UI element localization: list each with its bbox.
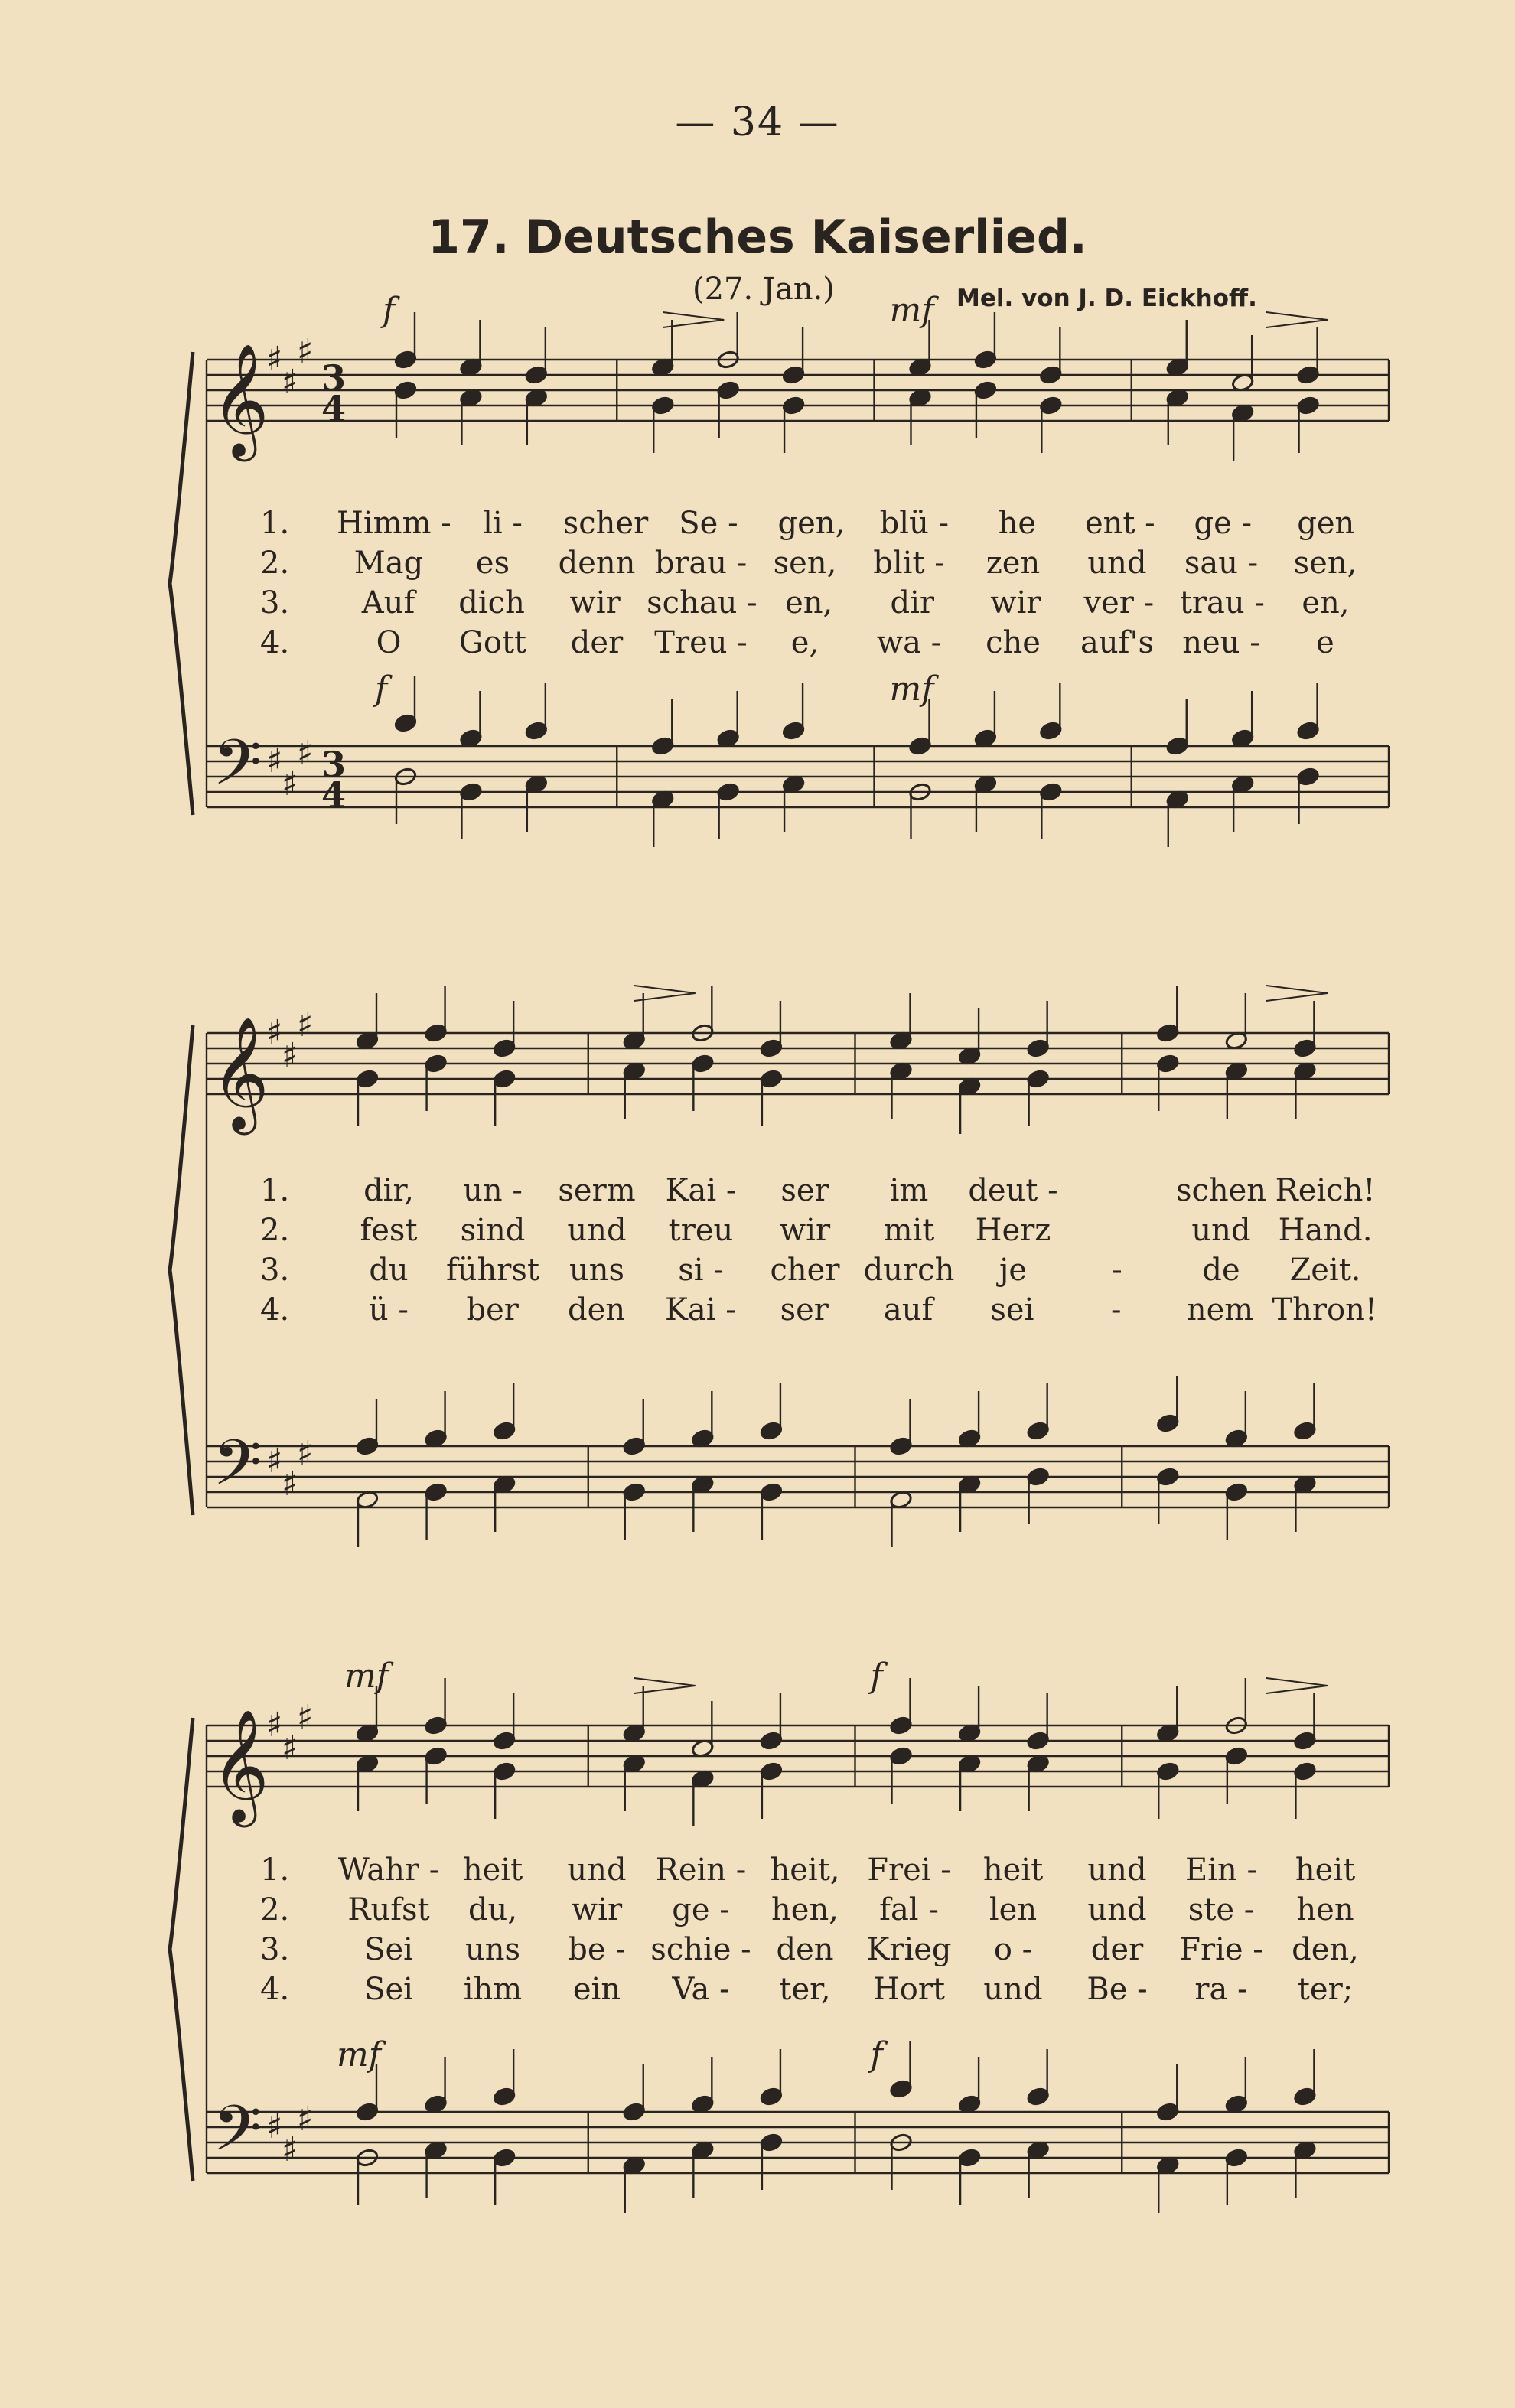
note-head <box>1225 1746 1249 1766</box>
lyric-syllable: schau - <box>647 585 758 621</box>
verse-line <box>260 1970 1377 2009</box>
lyric-syllable: den <box>776 1932 834 1967</box>
note-head <box>974 380 998 400</box>
lyric-syllable: Ein - <box>1185 1852 1257 1888</box>
note-head <box>716 782 740 802</box>
key-sharp: ♯ <box>297 1434 314 1473</box>
lyric-syllable: o - <box>993 1932 1033 1967</box>
lyrics-block-2 <box>260 1171 1377 1330</box>
lyric-syllable: Treu - <box>654 625 748 660</box>
note-head <box>493 1069 516 1089</box>
hymn-title: 17. Deutsches Kaiserlied. <box>428 210 1087 264</box>
note-head <box>760 1482 784 1502</box>
note-head <box>974 350 998 370</box>
verse-line <box>260 1290 1377 1330</box>
lyrics-block-3 <box>260 1850 1377 2009</box>
lyric-syllable: uns <box>464 1932 521 1967</box>
note-head <box>889 1716 913 1735</box>
key-sharp: ♯ <box>266 2107 283 2146</box>
lyric-syllable: Rufst <box>347 1892 430 1927</box>
verse-line <box>260 543 1377 583</box>
note-head <box>760 1038 784 1058</box>
lyric-syllable: und <box>1191 1213 1251 1248</box>
bass-clef: 𝄢 <box>213 725 262 815</box>
lyric-syllable: e, <box>790 625 819 660</box>
lyric-syllable: Mag <box>354 546 424 581</box>
note-head <box>525 365 549 385</box>
lyric-syllable: ser <box>780 1292 829 1328</box>
lyric-syllable: - <box>1112 1253 1122 1288</box>
key-sharp: ♯ <box>266 741 283 780</box>
note-head <box>889 1746 913 1766</box>
lyric-syllable: den, <box>1292 1932 1359 1967</box>
lyric-syllable: heit <box>1295 1852 1356 1888</box>
note-head <box>424 1482 448 1502</box>
treble-clef: 𝄞 <box>211 1709 269 1823</box>
lyric-syllable: un - <box>463 1173 523 1208</box>
time-signature-bottom: 4 <box>321 774 347 816</box>
lyric-syllable: sen, <box>1293 546 1357 581</box>
verse-number: 3. <box>260 1253 290 1288</box>
lyric-syllable: wir <box>990 585 1041 621</box>
verse-line <box>260 1850 1377 1890</box>
note-head <box>760 1069 784 1089</box>
lyric-syllable: trau - <box>1179 585 1265 621</box>
note-head <box>493 2148 516 2168</box>
note-head <box>889 1436 913 1456</box>
note-head <box>622 1436 646 1456</box>
time-signature-bottom: 4 <box>321 388 347 429</box>
key-sharp: ♯ <box>266 1706 283 1745</box>
note-head <box>1156 2102 1180 2122</box>
dynamic-mark: f <box>870 2035 883 2074</box>
lyric-syllable: der <box>1090 1932 1144 1967</box>
lyric-syllable: zen <box>986 546 1041 581</box>
note-head <box>1225 2148 1249 2168</box>
lyric-syllable: und <box>1087 546 1147 581</box>
hymn-date: (27. Jan.) <box>692 272 835 307</box>
note-head <box>1026 2087 1050 2107</box>
lyric-syllable: der <box>570 625 624 660</box>
lyric-syllable: den <box>568 1292 626 1328</box>
note-head <box>760 2087 784 2107</box>
note-head <box>1293 1038 1317 1058</box>
lyric-syllable: dich <box>458 585 525 621</box>
lyric-syllable: Gott <box>458 625 527 660</box>
note-head <box>493 1761 516 1781</box>
lyric-syllable: gen <box>1297 506 1355 541</box>
lyric-syllable: O <box>376 625 402 660</box>
lyric-syllable: cher <box>770 1253 840 1288</box>
key-sharp: ♯ <box>297 1698 314 1737</box>
lyric-syllable: Rein - <box>655 1852 747 1888</box>
bass-clef: 𝄢 <box>213 1426 262 1515</box>
lyric-syllable: len <box>989 1892 1038 1927</box>
lyric-syllable: be - <box>568 1932 626 1967</box>
accent-hairpin <box>1266 1678 1328 1693</box>
lyric-syllable: und <box>567 1213 627 1248</box>
lyric-syllable: du <box>369 1253 409 1288</box>
lyric-syllable: scher <box>562 506 649 541</box>
lyric-syllable: nem <box>1186 1292 1254 1328</box>
key-sharp: ♯ <box>282 1465 298 1504</box>
note-head <box>1026 1421 1050 1441</box>
verse-line <box>260 1250 1377 1290</box>
lyric-syllable: und <box>983 1972 1043 2007</box>
verse-number: 4. <box>260 1292 290 1328</box>
note-head <box>622 2102 646 2122</box>
note-head <box>1039 721 1063 741</box>
lyric-syllable: heit <box>462 1852 523 1888</box>
note-head <box>1156 1761 1180 1781</box>
lyric-syllable: he <box>998 506 1037 541</box>
note-head <box>1293 2087 1317 2107</box>
verse-number: 1. <box>260 1173 290 1208</box>
lyric-syllable: wir <box>779 1213 831 1248</box>
note-head <box>356 2102 380 2122</box>
lyric-syllable: ent - <box>1084 506 1155 541</box>
lyric-syllable: brau - <box>654 546 748 581</box>
note-head <box>394 713 418 733</box>
note-head <box>459 782 483 802</box>
lyric-syllable: ter; <box>1297 1972 1354 2007</box>
key-sharp: ♯ <box>266 1013 283 1052</box>
lyric-syllable: Wahr - <box>337 1852 440 1888</box>
lyric-syllable: li - <box>483 506 523 541</box>
lyric-syllable: Reich! <box>1275 1173 1376 1208</box>
bass-clef: 𝄢 <box>213 2091 262 2181</box>
accent-hairpin <box>1266 312 1328 327</box>
note-head <box>782 721 806 741</box>
verse-number: 3. <box>260 1932 290 1967</box>
lyric-syllable: ser <box>780 1173 829 1208</box>
lyric-syllable: blü - <box>879 506 950 541</box>
key-sharp: ♯ <box>282 363 298 402</box>
note-head <box>1296 721 1320 741</box>
verse-line <box>260 623 1377 663</box>
system-brace <box>170 1718 193 2181</box>
lyric-syllable: wa - <box>876 625 942 660</box>
lyric-syllable: heit, <box>770 1852 840 1888</box>
lyric-syllable: treu <box>668 1213 734 1248</box>
note-head <box>1039 396 1063 415</box>
treble-clef: 𝄞 <box>211 343 269 457</box>
note-head <box>1039 782 1063 802</box>
dynamic-mark: mf <box>337 2035 382 2074</box>
lyric-syllable: Kai - <box>665 1173 737 1208</box>
lyric-syllable: sau - <box>1184 546 1259 581</box>
lyric-syllable: sen, <box>773 546 837 581</box>
lyric-syllable: gen, <box>777 506 845 541</box>
lyric-syllable: du, <box>468 1892 518 1927</box>
lyric-syllable: und <box>1087 1852 1147 1888</box>
lyric-syllable: ra - <box>1194 1972 1248 2007</box>
lyric-syllable: ver - <box>1083 585 1155 621</box>
note-head <box>1026 1038 1050 1058</box>
note-head <box>760 1421 784 1441</box>
verse-line <box>260 583 1377 623</box>
note-head <box>691 1054 715 1074</box>
verse-line <box>260 503 1377 543</box>
lyric-syllable: Zeit. <box>1289 1253 1361 1288</box>
verse-number: 2. <box>260 1213 290 1248</box>
verse-line <box>260 1890 1377 1930</box>
note-head <box>493 2087 516 2107</box>
lyric-syllable: Kai - <box>665 1292 736 1328</box>
note-head <box>1156 1054 1180 1074</box>
lyric-syllable: - <box>1110 1292 1122 1328</box>
lyric-syllable: sei <box>990 1292 1034 1328</box>
lyric-syllable: sind <box>460 1213 526 1248</box>
note-head <box>1293 1761 1317 1781</box>
key-sharp: ♯ <box>282 1036 298 1075</box>
note-head <box>1039 365 1063 385</box>
dynamic-mark: mf <box>889 291 934 330</box>
verse-line <box>260 1211 1377 1250</box>
time-signature-top: 3 <box>321 744 347 785</box>
note-head <box>760 2133 784 2152</box>
lyric-syllable: e <box>1316 625 1334 660</box>
verse-line <box>260 1930 1377 1970</box>
treble-clef: 𝄞 <box>211 1016 269 1130</box>
note-head <box>1165 736 1189 756</box>
key-sharp: ♯ <box>282 2130 298 2169</box>
note-head <box>1026 1069 1050 1089</box>
lyric-syllable: ber <box>466 1292 519 1328</box>
lyric-syllable: Sei <box>364 1972 413 2007</box>
note-head <box>1296 767 1320 787</box>
dynamic-mark: mf <box>344 1657 389 1696</box>
lyric-syllable: und <box>1087 1892 1147 1927</box>
lyric-syllable: ter, <box>779 1972 831 2007</box>
lyric-syllable: Auf <box>361 585 415 621</box>
note-head <box>1026 1731 1050 1751</box>
lyric-syllable: ein <box>572 1972 621 2007</box>
note-head <box>424 1054 448 1074</box>
lyric-syllable: fal - <box>879 1892 939 1927</box>
lyric-syllable: Hort <box>872 1972 946 2007</box>
lyric-syllable: Thron! <box>1272 1292 1377 1328</box>
time-signature-top: 3 <box>321 357 347 399</box>
dynamic-mark: f <box>383 291 396 330</box>
lyric-syllable: deut - <box>968 1173 1058 1208</box>
note-head <box>493 1038 516 1058</box>
lyric-syllable: im <box>889 1173 929 1208</box>
lyric-syllable: uns <box>569 1253 625 1288</box>
note-head <box>782 365 806 385</box>
lyric-syllable: Herz <box>975 1213 1051 1248</box>
lyric-syllable: ü - <box>368 1292 409 1328</box>
lyric-syllable: si - <box>678 1253 724 1288</box>
lyric-syllable: che <box>986 625 1041 660</box>
lyric-syllable: Himm - <box>337 506 451 541</box>
note-head <box>1296 365 1320 385</box>
lyric-syllable: mit <box>883 1213 935 1248</box>
note-head <box>958 2148 982 2168</box>
note-head <box>1225 1482 1249 1502</box>
key-sharp: ♯ <box>266 340 283 379</box>
lyric-syllable: durch <box>863 1253 955 1288</box>
lyric-syllable: wir <box>571 1892 623 1927</box>
lyric-syllable: je <box>999 1253 1028 1288</box>
key-sharp: ♯ <box>282 764 298 803</box>
note-head <box>1026 1467 1050 1487</box>
note-head <box>1156 1413 1180 1433</box>
lyric-syllable: blit - <box>873 546 945 581</box>
note-head <box>760 1761 784 1781</box>
note-head <box>493 1731 516 1751</box>
lyric-syllable: auf <box>883 1292 933 1328</box>
lyric-syllable: ge - <box>672 1892 730 1927</box>
verse-number: 1. <box>260 1852 290 1888</box>
lyric-syllable: dir, <box>363 1173 414 1208</box>
lyric-syllable: Va - <box>672 1972 730 2007</box>
lyric-syllable: Frie - <box>1179 1932 1263 1967</box>
note-head <box>651 736 675 756</box>
accent-hairpin <box>1266 986 1328 1001</box>
note-head <box>525 721 549 741</box>
verse-number: 2. <box>260 546 290 581</box>
verse-number: 2. <box>260 1892 290 1927</box>
verse-number: 1. <box>260 506 290 541</box>
key-sharp: ♯ <box>282 1729 298 1768</box>
lyric-syllable: führst <box>445 1253 540 1288</box>
note-head <box>356 1436 380 1456</box>
lyric-syllable: neu - <box>1182 625 1260 660</box>
lyric-syllable: es <box>475 546 510 581</box>
lyric-syllable: wir <box>569 585 621 621</box>
key-sharp: ♯ <box>266 1442 283 1481</box>
lyric-syllable: Be - <box>1087 1972 1148 2007</box>
lyric-syllable: heit <box>982 1852 1044 1888</box>
lyric-syllable: dir <box>890 585 934 621</box>
verse-number: 3. <box>260 585 290 621</box>
note-head <box>424 1716 448 1735</box>
note-head <box>424 1023 448 1043</box>
lyric-syllable: de <box>1202 1253 1240 1288</box>
lyric-syllable: Hand. <box>1278 1213 1373 1248</box>
verse-number: 4. <box>260 625 290 660</box>
lyric-syllable: ihm <box>463 1972 523 2007</box>
lyric-syllable: auf's <box>1080 625 1154 660</box>
lyrics-block-1 <box>260 503 1377 663</box>
key-sharp: ♯ <box>297 2100 314 2139</box>
note-head <box>394 350 418 370</box>
lyric-syllable: Sei <box>364 1932 413 1967</box>
system-brace <box>170 352 193 815</box>
lyric-syllable: ge - <box>1194 506 1253 541</box>
note-head <box>493 1421 516 1441</box>
note-head <box>889 2079 913 2099</box>
dynamic-mark: f <box>870 1657 883 1696</box>
note-head <box>424 1746 448 1766</box>
page-number: — 34 — <box>675 99 840 145</box>
lyric-syllable: schen <box>1175 1173 1267 1208</box>
lyric-syllable: Frei - <box>867 1852 951 1888</box>
lyric-syllable: denn <box>558 546 636 581</box>
lyric-syllable: Krieg <box>866 1932 952 1967</box>
note-head <box>651 396 675 415</box>
key-sharp: ♯ <box>297 1005 314 1044</box>
lyric-syllable: ste - <box>1188 1892 1255 1927</box>
note-head <box>622 1482 646 1502</box>
lyric-syllable: Se - <box>679 506 738 541</box>
note-head <box>356 1069 380 1089</box>
note-head <box>1293 1731 1317 1751</box>
composer-credit: Mel. von J. D. Eickhoff. <box>956 285 1257 312</box>
lyric-syllable: schie - <box>650 1932 751 1967</box>
key-sharp: ♯ <box>297 734 314 773</box>
note-head <box>1293 1421 1317 1441</box>
lyric-syllable: serm <box>558 1173 636 1208</box>
lyric-syllable: en, <box>1302 585 1350 621</box>
lyric-syllable: en, <box>785 585 833 621</box>
note-head <box>908 736 932 756</box>
lyric-syllable: fest <box>360 1213 418 1248</box>
lyric-syllable: hen, <box>771 1892 839 1927</box>
system-brace <box>170 1025 193 1515</box>
note-head <box>716 380 740 400</box>
note-head <box>1156 1023 1180 1043</box>
verse-number: 4. <box>260 1972 290 2007</box>
key-sharp: ♯ <box>297 332 314 371</box>
note-head <box>760 1731 784 1751</box>
dynamic-mark: f <box>375 670 388 709</box>
lyric-syllable: und <box>567 1852 627 1888</box>
note-head <box>1296 396 1320 415</box>
lyric-syllable: hen <box>1296 1892 1354 1927</box>
verse-line <box>260 1171 1377 1211</box>
note-head <box>394 380 418 400</box>
dynamic-mark: mf <box>889 670 934 709</box>
note-head <box>782 396 806 415</box>
note-head <box>1156 1467 1180 1487</box>
